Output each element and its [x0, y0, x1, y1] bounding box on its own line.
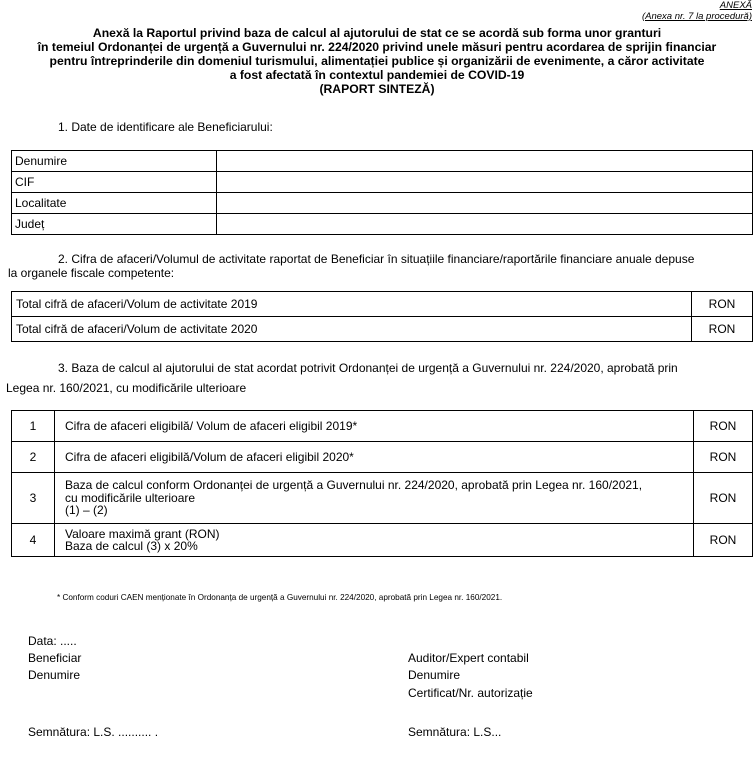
description-line: Baza de calcul conform Ordonanței de urgență a Guvernului nr. 224/2020, aprobată prin Legea nr. 160/2021,	[65, 478, 643, 493]
section3-heading-cont: Legea nr. 160/2021, cu modificările ulterioare	[6, 381, 247, 395]
section2-heading: 2. Cifra de afaceri/Volumul de activitate raportat de Beneficiar în situațiile financiare/raportările financiare anuale depuse	[58, 252, 695, 266]
currency-cell[interactable]: RON	[694, 442, 753, 473]
beneficiary-name-label: Denumire	[28, 668, 81, 682]
table-row	[12, 411, 753, 442]
currency-cell[interactable]: RON	[692, 317, 753, 342]
annex-reference	[642, 0, 752, 22]
annex-label: ANEXĂ	[719, 0, 752, 11]
row-description	[55, 524, 694, 557]
field-value[interactable]	[217, 214, 753, 235]
currency-cell[interactable]: RON	[694, 473, 753, 524]
auditor-label: Auditor/Expert contabil	[408, 651, 529, 665]
title-line: pentru întreprinderile din domeniul turismului, alimentației publice și organizării de evenimente, a căror activitate	[49, 54, 705, 68]
turnover-label: Total cifră de afaceri/Volum de activitate 2019	[12, 292, 692, 317]
title-line: în temeiul Ordonanței de urgență a Guvernului nr. 224/2020 privind unele măsuri pentru acordarea de sprijin financiar	[37, 40, 717, 54]
auditor-certificate-label: Certificat/Nr. autorizație	[408, 686, 533, 700]
table-row	[12, 317, 753, 342]
table-row	[12, 193, 753, 214]
section2-heading-cont: la organele fiscale competente:	[8, 266, 175, 280]
footnote: * Conform coduri CAEN menționate în Ordonanța de urgență a Guvernului nr. 224/2020, aprobată prin Legea nr. 160/2021.	[57, 593, 503, 602]
description-line: Cifra de afaceri eligibilă/Volum de afaceri eligibil 2020*	[65, 449, 354, 464]
description-line: Cifra de afaceri eligibilă/ Volum de afaceri eligibil 2019*	[65, 418, 358, 433]
row-number: 2	[12, 442, 55, 473]
description-line: (1) – (2)	[65, 503, 108, 518]
annex-procedure-ref: (Anexa nr. 7 la procedură)	[641, 11, 752, 22]
beneficiary-identification-table	[11, 150, 753, 235]
table-row	[12, 524, 753, 557]
beneficiary-label: Beneficiar	[28, 651, 82, 665]
table-row	[12, 473, 753, 524]
row-description	[55, 442, 694, 473]
title-line: Anexă la Raportul privind baza de calcul al ajutorului de stat ce se acordă sub forma unor granturi	[92, 26, 662, 40]
field-label: Localitate	[12, 193, 217, 214]
description-line: Valoare maximă grant (RON)	[65, 526, 220, 541]
row-number: 1	[12, 411, 55, 442]
description-line: Baza de calcul (3) x 20%	[65, 539, 198, 553]
field-value[interactable]	[217, 151, 753, 172]
auditor-name-label: Denumire	[408, 668, 461, 682]
turnover-table	[11, 291, 753, 342]
title-line: (RAPORT SINTEZĂ)	[319, 82, 435, 96]
calculation-base-table	[11, 410, 753, 557]
table-row	[12, 292, 753, 317]
currency-cell[interactable]: RON	[694, 411, 753, 442]
row-number: 3	[12, 473, 55, 524]
table-row	[12, 214, 753, 235]
table-row	[12, 172, 753, 193]
section3-heading: 3. Baza de calcul al ajutorului de stat acordat potrivit Ordonanței de urgență a Guvernului nr. 224/2020, aprobată prin	[58, 361, 678, 375]
section1-heading: 1. Date de identificare ale Beneficiarului:	[58, 120, 273, 134]
currency-cell[interactable]: RON	[692, 292, 753, 317]
field-value[interactable]	[217, 172, 753, 193]
row-number: 4	[12, 524, 55, 557]
title-line: a fost afectată în contextul pandemiei de COVID-19	[229, 68, 525, 82]
field-label: CIF	[12, 172, 217, 193]
currency-cell[interactable]: RON	[694, 524, 753, 557]
auditor-signature: Semnătura: L.S...	[408, 725, 502, 739]
description-line: cu modificările ulterioare	[65, 490, 196, 505]
table-row	[12, 151, 753, 172]
date-field: Data: .....	[28, 634, 77, 648]
row-description	[55, 411, 694, 442]
field-label: Județ	[12, 214, 217, 235]
turnover-label: Total cifră de afaceri/Volum de activitate 2020	[12, 317, 692, 342]
field-label: Denumire	[12, 151, 217, 172]
table-row	[12, 442, 753, 473]
field-value[interactable]	[217, 193, 753, 214]
document-title	[0, 26, 754, 96]
beneficiary-signature: Semnătura: L.S. .......... .	[28, 725, 159, 739]
row-description	[55, 473, 694, 524]
